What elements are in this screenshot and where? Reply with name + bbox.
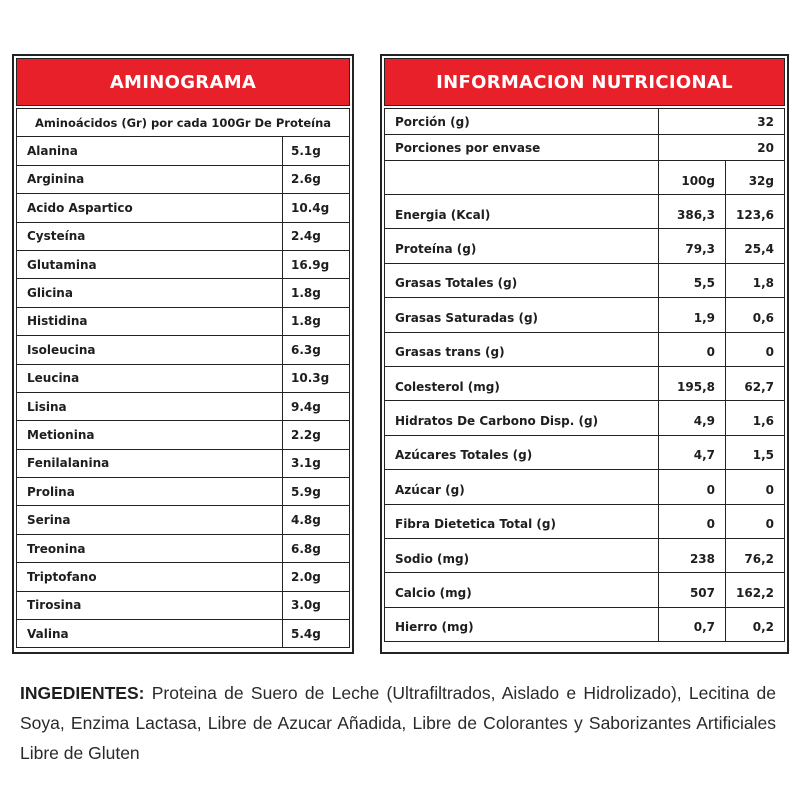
nutricional-row — [385, 504, 785, 538]
nutricional-table — [384, 108, 785, 642]
porciones-label: Porciones por envase — [385, 135, 659, 161]
aminograma-row — [17, 165, 350, 193]
porcion-row — [385, 109, 785, 135]
nutrient-value-32g: 0 — [726, 504, 785, 538]
amino-name: Tirosina — [17, 591, 283, 619]
amino-value: 1.8g — [283, 307, 350, 335]
porciones-value: 20 — [659, 135, 785, 161]
aminograma-row — [17, 137, 350, 165]
aminograma-row — [17, 591, 350, 619]
amino-value: 10.3g — [283, 364, 350, 392]
amino-value: 3.1g — [283, 449, 350, 477]
porcion-value: 32 — [659, 109, 785, 135]
nutrient-name: Grasas Totales (g) — [385, 263, 659, 297]
aminograma-subtitle: Aminoácidos (Gr) por cada 100Gr De Proteína — [17, 109, 350, 137]
amino-value: 5.1g — [283, 137, 350, 165]
nutrient-value-32g: 123,6 — [726, 195, 785, 229]
aminograma-row — [17, 364, 350, 392]
amino-value: 10.4g — [283, 194, 350, 222]
nutricional-row — [385, 538, 785, 572]
aminograma-row — [17, 279, 350, 307]
column-header-row — [385, 161, 785, 195]
nutrient-name: Hierro (mg) — [385, 607, 659, 641]
nutrient-value-100g: 386,3 — [659, 195, 726, 229]
ingredients-block — [20, 678, 776, 768]
aminograma-row — [17, 620, 350, 648]
nutrient-name: Colesterol (mg) — [385, 366, 659, 400]
amino-value: 1.8g — [283, 279, 350, 307]
amino-name: Metionina — [17, 421, 283, 449]
aminograma-row — [17, 307, 350, 335]
nutrient-value-32g: 1,5 — [726, 435, 785, 469]
nutrient-value-32g: 1,6 — [726, 401, 785, 435]
amino-name: Valina — [17, 620, 283, 648]
nutricional-row — [385, 332, 785, 366]
aminograma-row — [17, 506, 350, 534]
amino-value: 9.4g — [283, 392, 350, 420]
aminograma-row — [17, 222, 350, 250]
nutrient-value-32g: 0,2 — [726, 607, 785, 641]
amino-name: Arginina — [17, 165, 283, 193]
amino-name: Cysteína — [17, 222, 283, 250]
amino-value: 3.0g — [283, 591, 350, 619]
nutrient-value-32g: 0 — [726, 332, 785, 366]
nutricional-panel — [380, 54, 789, 654]
nutrient-value-100g: 5,5 — [659, 263, 726, 297]
column-header-100g: 100g — [659, 161, 726, 195]
nutrient-name: Grasas Saturadas (g) — [385, 298, 659, 332]
nutrient-name: Proteína (g) — [385, 229, 659, 263]
aminograma-title: AMINOGRAMA — [16, 58, 350, 106]
porcion-label: Porción (g) — [385, 109, 659, 135]
nutricional-row — [385, 263, 785, 297]
aminograma-row — [17, 421, 350, 449]
amino-value: 5.4g — [283, 620, 350, 648]
nutrient-value-32g: 25,4 — [726, 229, 785, 263]
aminograma-row — [17, 478, 350, 506]
nutricional-row — [385, 435, 785, 469]
porciones-row — [385, 135, 785, 161]
aminograma-table — [16, 108, 350, 648]
amino-name: Prolina — [17, 478, 283, 506]
nutrient-value-32g: 0,6 — [726, 298, 785, 332]
nutricional-row — [385, 470, 785, 504]
nutrient-name: Sodio (mg) — [385, 538, 659, 572]
nutrient-value-100g: 4,7 — [659, 435, 726, 469]
column-header-blank — [385, 161, 659, 195]
nutrient-value-32g: 0 — [726, 470, 785, 504]
amino-name: Lisina — [17, 392, 283, 420]
amino-value: 2.4g — [283, 222, 350, 250]
nutrient-value-100g: 238 — [659, 538, 726, 572]
nutrient-value-32g: 76,2 — [726, 538, 785, 572]
nutrient-value-100g: 79,3 — [659, 229, 726, 263]
column-header-32g: 32g — [726, 161, 785, 195]
nutrient-value-100g: 0 — [659, 332, 726, 366]
aminograma-row — [17, 449, 350, 477]
aminograma-row — [17, 250, 350, 278]
amino-name: Alanina — [17, 137, 283, 165]
nutricional-row — [385, 607, 785, 641]
amino-value: 6.8g — [283, 534, 350, 562]
amino-value: 2.0g — [283, 563, 350, 591]
ingredients-label: INGEDIENTES: — [20, 683, 145, 703]
nutricional-row — [385, 298, 785, 332]
ingredients-text: Proteina de Suero de Leche (Ultrafiltrados, Aislado e Hidrolizado), Lecitina de Soya, Enzima Lactasa, Libre de Azucar Añadida, Libre de Colorantes y Saborizantes Artificiales Libre de Gluten — [20, 683, 776, 763]
nutricional-row — [385, 366, 785, 400]
amino-name: Histidina — [17, 307, 283, 335]
amino-name: Leucina — [17, 364, 283, 392]
nutrient-value-100g: 1,9 — [659, 298, 726, 332]
amino-name: Glutamina — [17, 250, 283, 278]
nutrient-value-32g: 162,2 — [726, 573, 785, 607]
amino-value: 4.8g — [283, 506, 350, 534]
nutrient-name: Calcio (mg) — [385, 573, 659, 607]
nutricional-row — [385, 401, 785, 435]
nutricional-row — [385, 573, 785, 607]
nutricional-row — [385, 195, 785, 229]
amino-value: 16.9g — [283, 250, 350, 278]
amino-name: Fenilalanina — [17, 449, 283, 477]
nutricional-row — [385, 229, 785, 263]
amino-name: Serina — [17, 506, 283, 534]
amino-name: Triptofano — [17, 563, 283, 591]
aminograma-panel — [12, 54, 354, 654]
aminograma-row — [17, 194, 350, 222]
nutrient-value-100g: 0 — [659, 470, 726, 504]
amino-value: 2.6g — [283, 165, 350, 193]
nutrient-value-100g: 507 — [659, 573, 726, 607]
nutrient-value-100g: 195,8 — [659, 366, 726, 400]
amino-value: 6.3g — [283, 336, 350, 364]
aminograma-row — [17, 534, 350, 562]
aminograma-row — [17, 336, 350, 364]
nutrient-name: Azúcar (g) — [385, 470, 659, 504]
aminograma-row — [17, 392, 350, 420]
nutrient-value-100g: 4,9 — [659, 401, 726, 435]
nutrient-name: Grasas trans (g) — [385, 332, 659, 366]
aminograma-row — [17, 563, 350, 591]
nutrient-value-32g: 62,7 — [726, 366, 785, 400]
amino-value: 5.9g — [283, 478, 350, 506]
amino-name: Treonina — [17, 534, 283, 562]
nutricional-title: INFORMACION NUTRICIONAL — [384, 58, 785, 106]
nutrient-value-100g: 0,7 — [659, 607, 726, 641]
nutrient-name: Azúcares Totales (g) — [385, 435, 659, 469]
amino-name: Isoleucina — [17, 336, 283, 364]
nutrient-value-32g: 1,8 — [726, 263, 785, 297]
nutrient-name: Hidratos De Carbono Disp. (g) — [385, 401, 659, 435]
amino-value: 2.2g — [283, 421, 350, 449]
amino-name: Acido Aspartico — [17, 194, 283, 222]
nutrient-name: Energia (Kcal) — [385, 195, 659, 229]
amino-name: Glicina — [17, 279, 283, 307]
nutrient-value-100g: 0 — [659, 504, 726, 538]
nutrient-name: Fibra Dietetica Total (g) — [385, 504, 659, 538]
